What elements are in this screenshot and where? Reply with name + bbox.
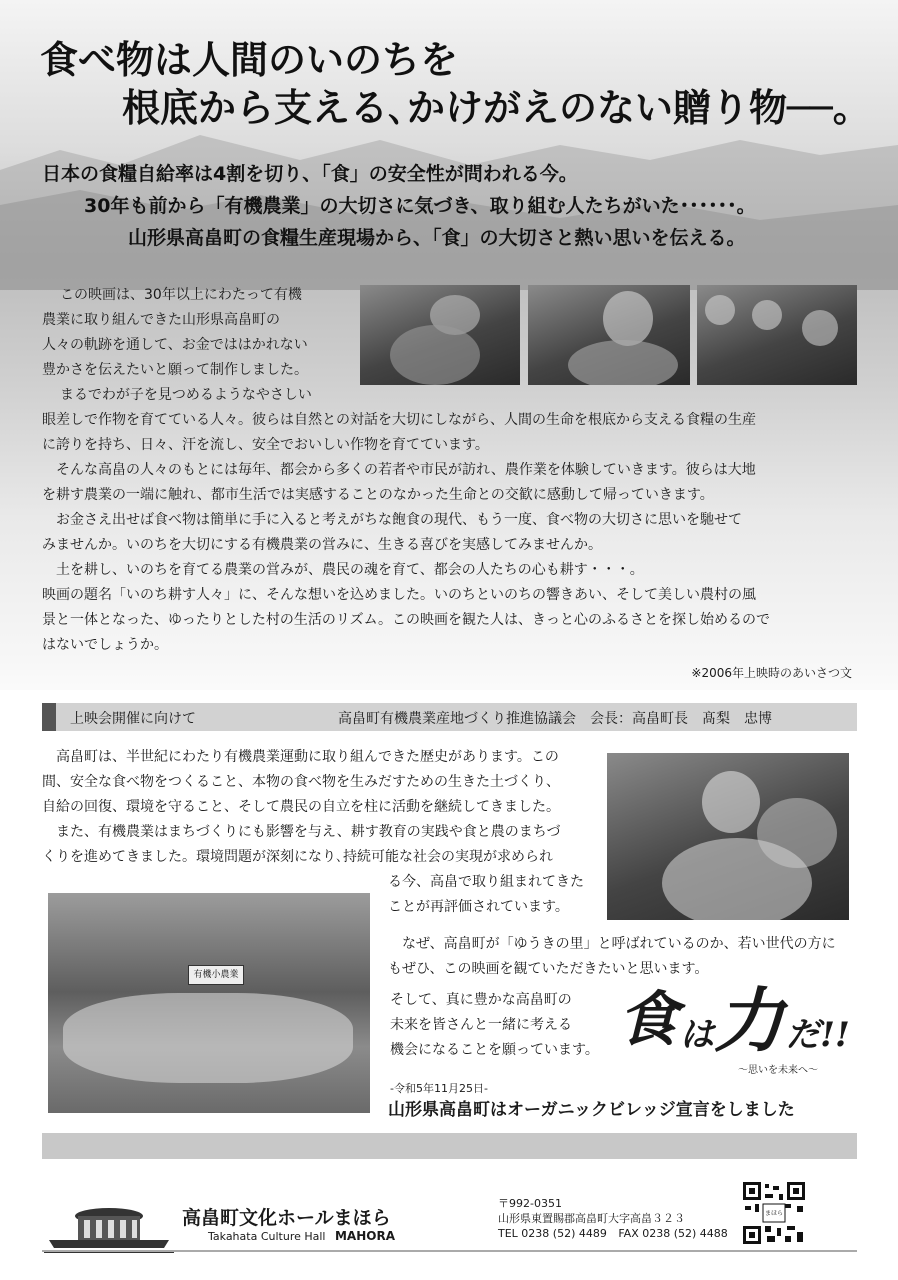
footer-band xyxy=(42,1133,857,1159)
intro-line: お金さえ出せば食べ物は簡単に手に入ると考えがちな飽食の現代、もう一度、食べ物の大切さに思いを馳せて xyxy=(42,512,742,528)
message-line: 未来を皆さんと一緒に考える xyxy=(390,1017,572,1033)
headline-line2: 根底から支える､かけがえのない贈り物──。 xyxy=(122,85,871,130)
intro-narrow-column xyxy=(42,283,345,408)
venue-en: Takahata Culture Hall xyxy=(208,1230,326,1243)
subheadline-line2: 30年も前から「有機農業」の大切さに気づき、取り組む人たちがいた･･････。 xyxy=(84,195,756,217)
message-line: 機会になることを願っています。 xyxy=(390,1042,599,1058)
photo-farmer-weeding xyxy=(360,285,520,385)
declaration-date: -令和5年11月25日- xyxy=(390,1082,488,1095)
intro-wide-column xyxy=(42,408,862,658)
photo-young-farmer xyxy=(528,285,690,385)
message-mid-lines xyxy=(388,870,584,920)
intro-line: そんな高畠の人々のもとには毎年、都会から多くの若者や市民が訪れ、農作業を体験していきます。彼らは大地 xyxy=(42,462,756,478)
slogan-char: だ!! xyxy=(786,1015,850,1055)
subheadline-line3: 山形県高畠町の食糧生産現場から、「食」の大切さと熱い思いを伝える。 xyxy=(128,227,746,249)
section-author: 高畠町有機農業産地づくり推進協議会 会長：高畠町長 髙梨 忠博 xyxy=(338,711,772,727)
intro-line: に誇りを持ち、日々、汗を流し、安全でおいしい作物を育てています。 xyxy=(42,437,489,453)
intro-line: を耕す農業の一端に触れ、都市生活では実感することのなかった生命との交歓に感動して帰っていきます。 xyxy=(42,487,714,503)
message-line: もぜひ、この映画を観ていただきたいと思います。 xyxy=(388,961,709,977)
intro-line: 眼差しで作物を育てている人々。彼らは自然との対話を大切にしながら、人間の生命を根底から支える食糧の生産 xyxy=(42,412,756,428)
intro-line: 豊かさを伝えたいと願って制作しました。 xyxy=(42,362,308,378)
section-bar xyxy=(42,703,857,731)
phone: TEL 0238 (52) 4489 xyxy=(498,1227,607,1240)
slogan-char: 食 xyxy=(618,985,678,1055)
intro-line: 映画の題名「いのち耕す人々」に、そんな想いを込めました。いのちといのちの響きあい、そして美しい農村の風 xyxy=(42,587,756,603)
contact-line xyxy=(498,1226,728,1241)
message-line: そして、真に豊かな高畠町の xyxy=(390,992,572,1008)
venue-en-line xyxy=(208,1229,395,1243)
qr-code-icon[interactable] xyxy=(741,1180,807,1246)
subheadline-line1: 日本の食糧自給率は4割を切り、「食」の安全性が問われる今。 xyxy=(42,163,578,185)
message-short-lines xyxy=(390,988,599,1063)
intro-line: みませんか。いのちを大切にする有機農業の営みに、生きる喜びを実感してみませんか。 xyxy=(42,537,602,553)
intro-line: 土を耕し、いのちを育てる農業の営みが、農民の魂を育て、都会の人たちの心も耕す・・・。 xyxy=(42,562,644,578)
section-title: 上映会開催に向けて xyxy=(70,711,196,727)
fax: FAX 0238 (52) 4488 xyxy=(618,1227,728,1240)
message-line: る今、高畠で取り組まれてきた xyxy=(388,874,584,890)
message-line: 高畠町は、半世紀にわたり有機農業運動に取り組んできた歴史があります。この xyxy=(42,749,559,765)
venue-name: 高畠町文化ホールまほら xyxy=(182,1207,391,1229)
message-line: ことが再評価されています。 xyxy=(388,899,569,915)
hall-building-icon xyxy=(44,1196,174,1258)
intro-line: 景と一体となった、ゆったりとした村の生活のリズム。この映画を観た人は、きっと心のふるさとを探し始めるので xyxy=(42,612,770,628)
slogan-logo xyxy=(618,979,858,1080)
address: 山形県東置賜郡高畠町大字高畠３２３ xyxy=(498,1212,685,1225)
declaration-text: 山形県高畠町はオーガニックビレッジ宣言をしました xyxy=(388,1100,795,1120)
intro-line: 人々の軌跡を通して、お金でははかれない xyxy=(42,337,308,353)
venue-en-bold: MAHORA xyxy=(334,1229,395,1243)
message-line: なぜ、高畠町が「ゆうきの里」と呼ばれているのか、若い世代の方に xyxy=(388,936,836,952)
slogan-tagline: 〜思いを未来へ〜 xyxy=(738,1065,818,1076)
message-wide-lines xyxy=(388,932,836,982)
message-line: 自給の回復、環境を守ること、そして農民の自立を柱に活動を継続してきました。 xyxy=(42,799,560,815)
venue-address-block xyxy=(498,1196,728,1241)
message-line: 間、安全な食べ物をつくること、本物の食べ物を生みだすための生きた土づくり、 xyxy=(42,774,560,790)
intro-line: 農業に取り組んできた山形県高畠町の xyxy=(42,312,280,328)
intro-line: まるでわが子を見つめるようなやさしい xyxy=(60,387,312,403)
photo-mayor-speaking xyxy=(607,753,849,920)
photo-children-field xyxy=(48,893,370,1113)
intro-line: この映画は、30年以上にわたって有機 xyxy=(60,287,302,303)
qr-label: まほら xyxy=(764,1210,783,1217)
message-full-lines xyxy=(42,745,602,870)
message-line: くりを進めてきました。環境問題が深刻になり､持続可能な社会の実現が求められ xyxy=(42,849,553,865)
section-bar-marker xyxy=(42,703,56,731)
signboard: 有機小農業 xyxy=(188,965,244,985)
intro-line: はないでしょうか。 xyxy=(42,637,168,653)
footer-rule xyxy=(42,1250,857,1252)
slogan-char: は xyxy=(680,1015,714,1055)
intro-note: ※2006年上映時のあいさつ文 xyxy=(691,666,852,680)
slogan-char: 力 xyxy=(714,979,784,1062)
postal-code: 〒992-0351 xyxy=(498,1197,562,1210)
photo-visitors-harvest xyxy=(697,285,857,385)
message-line: また、有機農業はまちづくりにも影響を与え、耕す教育の実践や食と農のまちづ xyxy=(42,824,561,840)
headline-line1: 食べ物は人間のいのちを xyxy=(40,37,459,82)
